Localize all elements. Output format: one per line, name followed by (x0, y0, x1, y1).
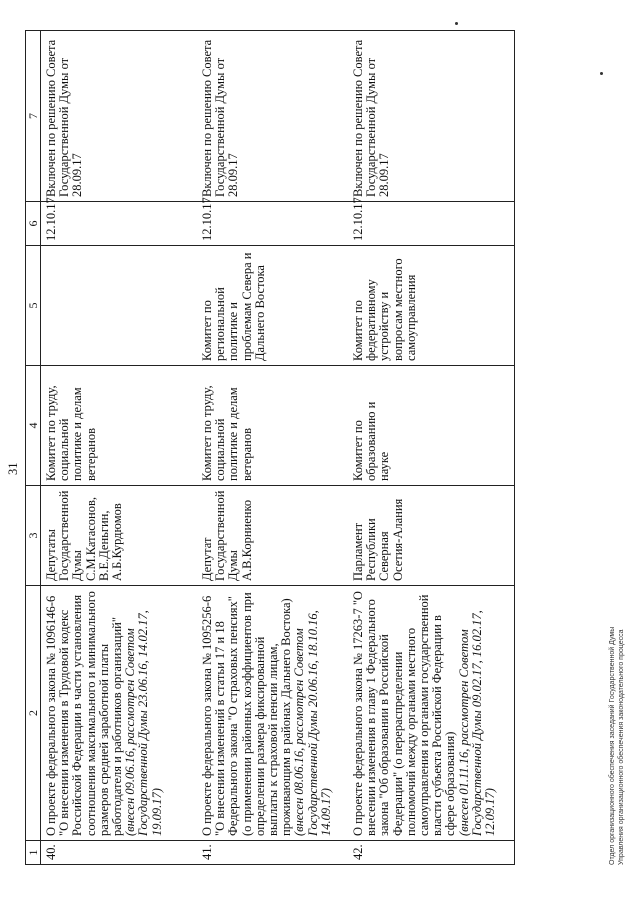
date-cell: 12.10.17 (41, 202, 198, 246)
footer-line-1: Отдел организационного обеспечения заседаний Государственной Думы (609, 626, 616, 865)
agenda-table (25, 30, 515, 865)
header-row (26, 31, 41, 865)
header-cell: 1 (26, 841, 41, 865)
committee-cell: Комитет по образованию и науке (348, 366, 515, 486)
header-cell: 5 (26, 246, 41, 366)
responsible-cell: Комитет по федеративному устройству и вопросам местного самоуправления (348, 246, 515, 366)
decision-cell: Включен по решению Совета Государственной Думы от 28.09.17 (197, 31, 348, 202)
bill-note: (внесен 08.06.16, рассмотрен Советом Государственной Думы 20.06.16, 18.10.16, 14.09.17) (292, 610, 333, 836)
bill-cell (348, 586, 515, 841)
responsible-cell: Комитет по региональной политике и проблемам Севера и Дальнего Востока (197, 246, 348, 366)
table-row (348, 31, 515, 865)
row-number: 42. (348, 841, 515, 865)
bill-title: О проекте федерального закона № 1095256-6 "О внесении изменений в статьи 17 и 18 Федерального закона "О страховых пенсиях" (о применении районных коэффициентов при определении размера фиксированной выплаты к страховой пенсии лицам, проживающим в районах Дальнего Востока) (200, 592, 294, 836)
table-row (41, 31, 198, 865)
page-number: 31 (6, 462, 20, 475)
header-cell: 4 (26, 366, 41, 486)
row-number: 40. (41, 841, 198, 865)
date-cell: 12.10.17 (197, 202, 348, 246)
author-cell: Депутаты Государственной Думы С.М.Катасонов, В.Е.Деньгин, А.Б.Курдюмов (41, 486, 198, 586)
author-cell: Депутат Государственной Думы А.В.Корниенко (197, 486, 348, 586)
header-cell: 6 (26, 202, 41, 246)
bill-note: (внесен 09.06.16, рассмотрен Советом Государственной Думы 23.06.16, 14.02.17, 19.09.17) (123, 610, 164, 836)
decision-cell: Включен по решению Совета Государственной Думы от 28.09.17 (41, 31, 198, 202)
table-row (197, 31, 348, 865)
committee-cell: Комитет по труду, социальной политике и делам ветеранов (197, 366, 348, 486)
author-cell: Парламент Республики Северная Осетия-Алания (348, 486, 515, 586)
committee-cell: Комитет по труду, социальной политике и делам ветеранов (41, 366, 198, 486)
footer (608, 165, 626, 865)
scan-speck (455, 22, 458, 25)
scan-speck (600, 72, 603, 75)
header-cell: 3 (26, 486, 41, 586)
header-cell: 2 (26, 586, 41, 841)
bill-note: (внесен 01.11.16, рассмотрен Советом Государственной Думы 09.02.17, 16.02.17, 12.09.17) (456, 610, 498, 836)
bill-title: О проекте федерального закона № 1096146-6 "О внесении изменения в Трудовой кодекс Российской Федерации в части установления соотношения максимального и минимального размеров средней заработной платы работодателя и работников организаций" (44, 591, 125, 836)
date-cell: 12.10.17 (348, 202, 515, 246)
bill-cell (197, 586, 348, 841)
header-cell: 7 (26, 31, 41, 202)
responsible-cell (41, 246, 198, 366)
bill-cell (41, 586, 198, 841)
footer-line-2: Управления организационного обеспечения законодательного процесса (618, 629, 625, 865)
row-number: 41. (197, 841, 348, 865)
bill-title: О проекте федерального закона № 17263-7 "О внесении изменения в главу 1 Федерального закона "Об образовании в Российской Федерации" (о перераспределении полномочий между органами местного самоуправления и органами государственной власти субъекта Российской Федерации в сфере образования) (351, 591, 458, 836)
decision-cell: Включен по решению Совета Государственной Думы от 28.09.17 (348, 31, 515, 202)
